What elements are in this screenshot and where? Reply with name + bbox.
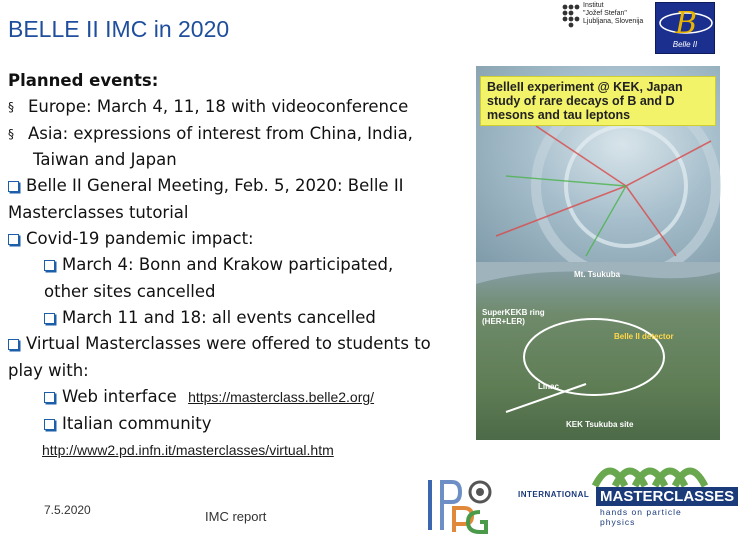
planned-heading <box>8 68 158 94</box>
asia-text-2: Taiwan and Japan <box>33 150 177 169</box>
checkbox-bullet-icon <box>8 339 19 350</box>
label-ring-2: (HER+LER) <box>482 317 525 326</box>
ijs-logo-text <box>583 2 643 26</box>
bullet-asia <box>8 121 413 148</box>
slide-title: BELLE II IMC in 2020 <box>8 16 230 42</box>
italian-link[interactable]: http://www2.pd.infn.it/masterclasses/virtual.htm <box>42 442 334 458</box>
footer-date: 7.5.2020 <box>44 503 91 517</box>
label-linac: Linac <box>538 382 559 391</box>
checkbox-bullet-icon <box>44 260 55 271</box>
bullet-march11 <box>44 305 376 331</box>
label-ring-1: SuperKEKB ring <box>482 308 545 317</box>
bullet-meeting-cont <box>8 200 189 226</box>
italian-link-row <box>42 437 334 463</box>
ippog-logo-icon <box>424 472 498 536</box>
label-detector: Belle II detector <box>614 332 674 341</box>
ijs-line-3: Ljubljana, Slovenija <box>583 18 644 25</box>
italian-text: Italian community <box>62 414 212 433</box>
mc-masterclasses: MASTERCLASSES <box>596 487 738 506</box>
label-kek-site: KEK Tsukuba site <box>566 420 634 429</box>
belle-logo-text: Belle II <box>672 40 698 49</box>
caption-line-1: BelleII experiment @ KEK, Japan <box>487 80 683 94</box>
label-ring <box>482 308 545 326</box>
ijs-line-2: "Jožef Stefan" <box>583 10 627 17</box>
checkbox-bullet-icon <box>8 234 19 245</box>
march4-text-1: March 4: Bonn and Krakow participated, <box>62 255 394 274</box>
kek-ring-icon <box>476 262 720 440</box>
mc-international: INTERNATIONAL <box>518 490 590 499</box>
web-text: Web interface <box>62 387 177 406</box>
bullet-virtual <box>8 331 431 357</box>
meeting-text-1: Belle II General Meeting, Feb. 5, 2020: Belle II <box>26 176 404 195</box>
bullet-web <box>44 384 374 410</box>
caption-line-3: mesons and tau leptons <box>487 108 631 122</box>
belle-b-icon <box>656 3 716 43</box>
asia-text-1: Asia: expressions of interest from China, India, <box>28 124 413 143</box>
bullet-meeting <box>8 173 404 199</box>
kek-site-photo <box>476 262 720 440</box>
heading-text: Planned events: <box>8 71 159 90</box>
label-tsukuba: Mt. Tsukuba <box>574 270 621 279</box>
belle-detector-photo <box>476 66 720 262</box>
bullet-covid <box>8 226 254 252</box>
photo-caption <box>480 76 716 126</box>
meeting-text-2: Masterclasses tutorial <box>8 203 189 222</box>
checkbox-bullet-icon <box>44 419 55 430</box>
kek-photo <box>476 66 720 440</box>
footer-report: IMC report <box>205 509 267 524</box>
ijs-line-1: Institut <box>583 2 604 9</box>
europe-text: Europe: March 4, 11, 18 with videoconference <box>28 97 409 116</box>
belle-ii-logo <box>655 2 715 54</box>
checkbox-bullet-icon <box>44 313 55 324</box>
bullet-march4-cont <box>44 279 216 305</box>
bullet-march4 <box>44 252 393 278</box>
virtual-text-1: Virtual Masterclasses were offered to students to <box>26 334 431 353</box>
square-bullet-icon: § <box>8 100 14 115</box>
checkbox-bullet-icon <box>8 181 19 192</box>
march4-text-2: other sites cancelled <box>44 282 216 301</box>
mc-tagline: hands on particle physics <box>600 507 682 527</box>
square-bullet-icon: § <box>8 127 14 142</box>
bullet-italian <box>44 411 211 437</box>
virtual-text-2: play with: <box>8 361 89 380</box>
march11-text: March 11 and 18: all events cancelled <box>62 308 376 327</box>
web-link[interactable]: https://masterclass.belle2.org/ <box>188 389 375 405</box>
bullet-virtual-cont <box>8 358 89 384</box>
svg-text:B: B <box>674 6 698 41</box>
covid-text: Covid-19 pandemic impact: <box>26 229 254 248</box>
bullet-asia-cont <box>33 147 177 173</box>
bullet-europe <box>8 94 408 121</box>
caption-line-2: study of rare decays of B and D <box>487 94 675 108</box>
checkbox-bullet-icon <box>44 392 55 403</box>
